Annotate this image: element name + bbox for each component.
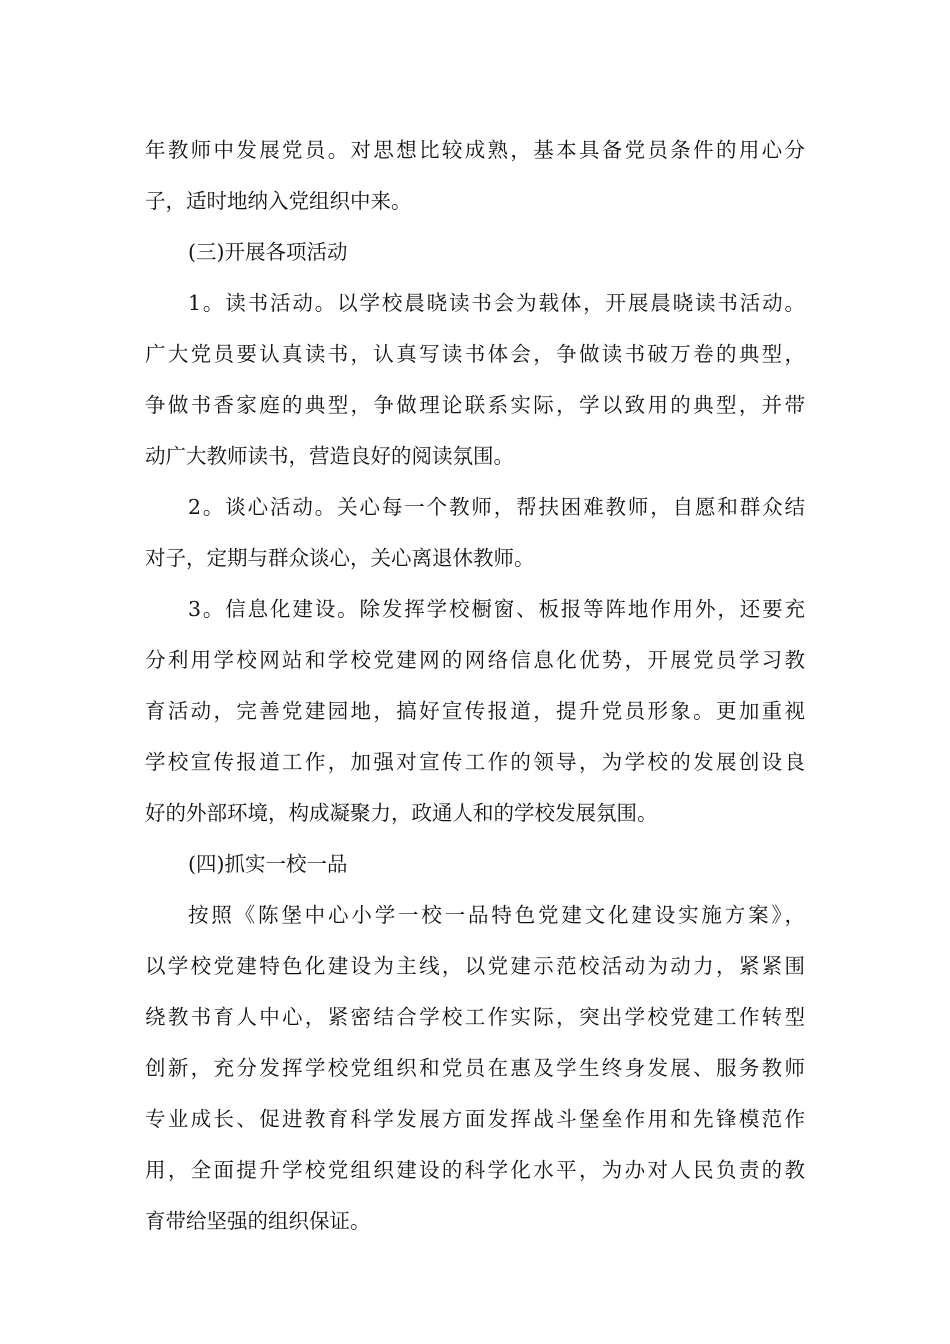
text-line: 按照《陈堡中心小学一校一品特色党建文化建设实施方案》，: [188, 903, 805, 927]
section-heading: (四)抓实一校一品: [188, 852, 348, 876]
text-line: 分利用学校网站和学校党建网的网络信息化优势，开展党员学习教: [145, 648, 805, 672]
text-line: 对子，定期与群众谈心，关心离退休教师。: [145, 546, 535, 570]
text-line: 好的外部环境，构成凝聚力，政通人和的学校发展氛围。: [145, 801, 658, 825]
text-line: 专业成长、促进教育科学发展方面发挥战斗堡垒作用和先锋模范作: [145, 1107, 805, 1131]
text-line: 广大党员要认真读书，认真写读书体会，争做读书破万卷的典型，: [145, 342, 805, 366]
text-line: 子，适时地纳入党组织中来。: [145, 189, 412, 213]
text-line: 年教师中发展党员。对思想比较成熟，基本具备党员条件的用心分: [145, 138, 805, 162]
text-line: 学校宣传报道工作，加强对宣传工作的领导，为学校的发展创设良: [145, 750, 805, 774]
text-line: 动广大教师读书，营造良好的阅读氛围。: [145, 444, 514, 468]
text-line: 育活动，完善党建园地，搞好宣传报道，提升党员形象。更加重视: [145, 699, 805, 723]
text-line: 2。谈心活动。关心每一个教师，帮扶困难教师，自愿和群众结: [188, 495, 805, 519]
text-line: 绕教书育人中心，紧密结合学校工作实际，突出学校党建工作转型: [145, 1005, 805, 1029]
text-line: 3。信息化建设。除发挥学校橱窗、板报等阵地作用外，还要充: [188, 597, 805, 621]
text-line: 创新，充分发挥学校党组织和党员在惠及学生终身发展、服务教师: [145, 1056, 805, 1080]
text-line: 用，全面提升学校党组织建设的科学化水平，为办对人民负责的教: [145, 1158, 805, 1182]
text-line: 1。读书活动。以学校晨晓读书会为载体，开展晨晓读书活动。: [188, 291, 805, 315]
text-line: 争做书香家庭的典型，争做理论联系实际，学以致用的典型，并带: [145, 393, 805, 417]
text-line: 以学校党建特色化建设为主线，以党建示范校活动为动力，紧紧围: [145, 954, 805, 978]
text-line: 育带给坚强的组织保证。: [145, 1209, 371, 1233]
section-heading: (三)开展各项活动: [188, 240, 348, 264]
